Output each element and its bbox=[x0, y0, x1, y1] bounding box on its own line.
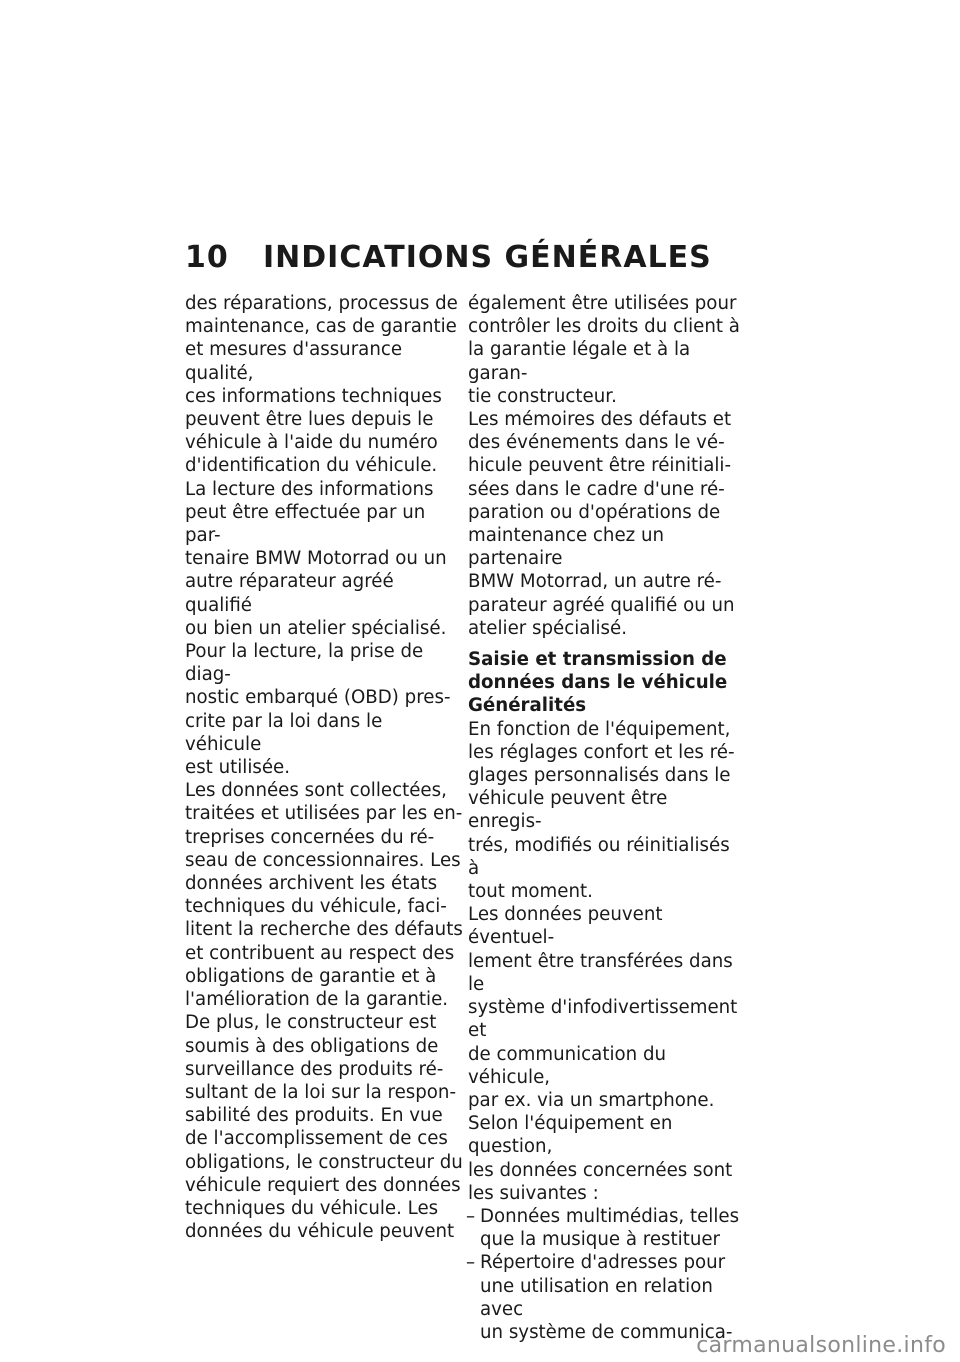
paragraph: des réparations, processus de maintenance, cas de garantie et mesures d'assurance qualité, ces informations techniques peuvent être lues depuis le véhicule à l'aide du numéro d'identification du véhicule. bbox=[185, 293, 458, 477]
paragraph: De plus, le constructeur est soumis à des obligations de surveillance des produits ré- sultant de la loi sur la respon- sabilité des produits. En vue de l'accomplissement de ces obligations, le constructeur du véhicule requiert des données techniques du véhicule. Les données du véhicule peuvent bbox=[185, 1012, 463, 1243]
paragraph: Les données sont collectées, traitées et utilisées par les en- treprises concernées du ré- seau de concessionnaires. Les données archivent les états techniques du véhicule, faci- litent la recherche des défauts et contribuent au respect des obligations de garantie et à l'amélioration de la garantie. bbox=[185, 780, 463, 1011]
chapter-number: 10 bbox=[185, 240, 229, 275]
right-column bbox=[468, 292, 744, 1344]
paragraph: Les mémoires des défauts et des événements dans le vé- hicule peuvent être réinitiali- sées dans le cadre d'une ré- paration ou d'opérations de maintenance chez un partenaire BMW Motorrad, un autre ré- parateur agréé qualifié ou un atelier spécialisé. bbox=[468, 409, 735, 639]
paragraph: La lecture des informations peut être effectuée par un par- tenaire BMW Motorrad ou un autre réparateur agréé qualifié ou bien un atelier spécialisé. Pour la lecture, la prise de diag- nostic embarqué (OBD) pres- crite par la loi dans le véhicule est utilisée. bbox=[185, 478, 451, 779]
section-heading: Saisie et transmission de données dans le véhicule bbox=[468, 649, 728, 694]
paragraph: Les données peuvent éventuel- lement être transférées dans le système d'infodivertissement et de communication du véhicule, par ex. via un smartphone. bbox=[468, 904, 738, 1111]
bullet-list bbox=[468, 1205, 744, 1344]
paragraph: Selon l'équipement en question, les données concernées sont les suivantes : bbox=[468, 1113, 733, 1204]
chapter-title: INDICATIONS GÉNÉRALES bbox=[263, 240, 712, 275]
paragraph: En fonction de l'équipement, les réglages confort et les ré- glages personnalisés dans le véhicule peuvent être enregis- trés, modifiés ou réinitialisés à tout moment. bbox=[468, 718, 735, 903]
list-item: – Répertoire d'adresses pour une utilisation en relation avec un système de communica- bbox=[468, 1251, 744, 1344]
paragraph: également être utilisées pour contrôler les droits du client à la garantie légale et à la garan- tie constructeur. bbox=[468, 293, 740, 407]
watermark: carmanualsonline.info bbox=[696, 1333, 946, 1358]
subheading: Généralités bbox=[468, 695, 587, 717]
chapter-header bbox=[185, 240, 712, 275]
list-item: – Données multimédias, telles que la musique à restituer bbox=[468, 1205, 744, 1251]
left-column bbox=[185, 292, 463, 1243]
